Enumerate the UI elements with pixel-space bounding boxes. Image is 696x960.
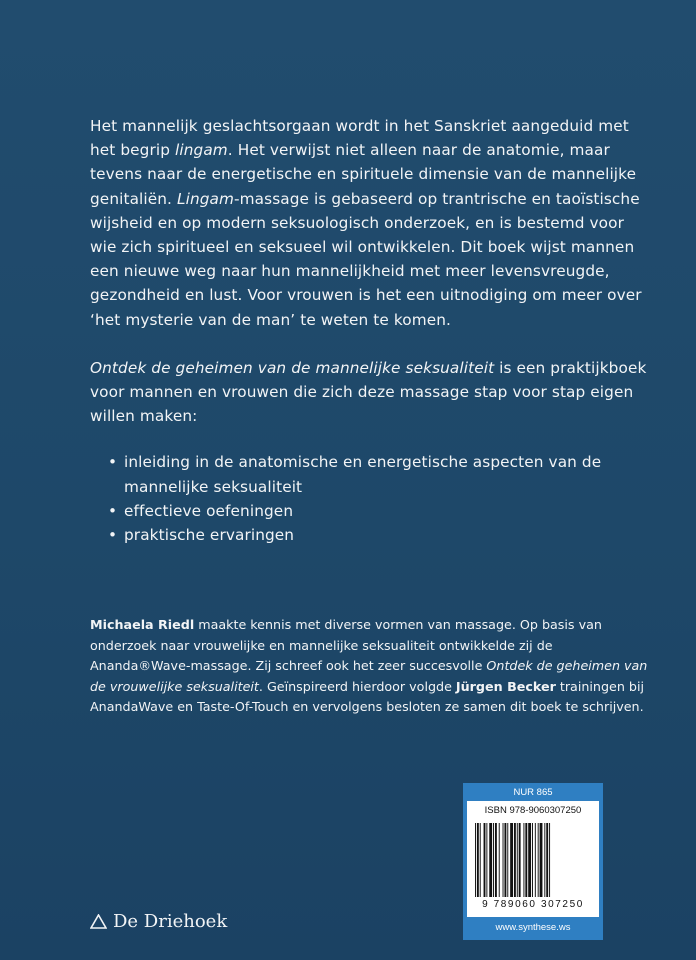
barcode-bar (493, 823, 494, 897)
barcode-bar (480, 823, 481, 897)
bio-text: maakte kennis met diverse vormen van massage. Op basis van onderzoek naar vrouwelijke en mannelijke seksualiteit ontwikkelde zij de Ananda®Wave-massage. Zij schreef ook het zeer succesvolle (90, 617, 602, 674)
author-bio (90, 615, 650, 718)
barcode-bar (523, 823, 524, 897)
barcode-bar (475, 823, 476, 897)
list-item: • inleiding in de anatomische en energetische aspecten van de mannelijke seksualiteit (114, 450, 650, 498)
barcode-bar (507, 823, 508, 897)
barcode-bar (503, 823, 504, 897)
blurb-emphasis: lingam (175, 141, 228, 160)
feature-list (90, 450, 650, 547)
blurb (90, 114, 650, 547)
isbn-label: ISBN 978-9060307250 (484, 805, 582, 816)
barcode-bar (495, 823, 497, 897)
list-item: • effectieve oefeningen (114, 499, 650, 523)
barcode-bar (546, 823, 548, 897)
blurb-paragraph-1 (90, 114, 650, 332)
bio-paragraph (90, 615, 650, 718)
blurb-emphasis: Lingam (176, 189, 235, 208)
barcode-bar (532, 823, 533, 897)
blurb-text: Het mannelijk geslachtsorgaan wordt in het Sanskriet aangeduid met het begrip (90, 117, 629, 160)
barcode-bar (535, 823, 536, 897)
barcode-bar (489, 823, 492, 897)
barcode-digits: 9 789060 307250 (482, 899, 584, 910)
barcode-bar (549, 823, 550, 897)
barcode-bar (514, 823, 516, 897)
website-link[interactable]: www.synthese.ws (495, 922, 571, 933)
barcode-bar (486, 823, 487, 897)
book-title: Ontdek de geheimen van de mannelijke seksualiteit (90, 358, 495, 377)
triangle-icon (90, 914, 107, 929)
barcode-bar (519, 823, 521, 897)
bio-text: . Geïnspireerd hierdoor volgde (258, 678, 456, 694)
barcode-graphic (475, 823, 591, 897)
barcode-bar (484, 823, 486, 897)
bio-text: trainingen bij AnandaWave en Taste-Of-Touch en vervolgens besloten ze samen dit boek te schrijven. (90, 678, 644, 715)
barcode-bar (517, 823, 518, 897)
barcode-bar (499, 823, 500, 897)
author-name: Michaela Riedl (90, 617, 195, 632)
barcode-bar (510, 823, 513, 897)
blurb-paragraph-2 (90, 356, 650, 429)
barcode-bar (538, 823, 539, 897)
blurb-text: -massage is gebaseerd op trantrische en taoïstische wijsheid en op modern seksuologisch onderzoek, en is bestemd voor wie zich spiritueel en seksueel wil ontwikkelen. Dit boek wijst mannen een nieuwe weg naar hun mannelijkheid met meer levensvreugde, gezondheid en lust. Voor vrouwen is het een uitnodiging om meer over ‘het mysterie van de man’ te weten te komen. (90, 189, 642, 329)
author-name: Jürgen Becker (455, 678, 556, 694)
barcode-box (467, 801, 599, 917)
publisher-logo (90, 908, 227, 934)
barcode-bar (540, 823, 543, 897)
book-title: Ontdek de geheimen van de vrouwelijke seksualiteit (90, 658, 648, 694)
blurb-text: is een praktijkboek voor mannen en vrouwen die zich deze massage stap voor stap eigen willen maken: (90, 358, 647, 426)
blurb-text: . Het verwijst niet alleen naar de anatomie, maar tevens naar de energetische en spirituele dimensie van de mannelijke genitaliën. (90, 141, 637, 208)
barcode-bar (544, 823, 545, 897)
barcode-bar (477, 823, 479, 897)
list-item: • praktische ervaringen (114, 523, 650, 547)
barcode-bar (525, 823, 527, 897)
barcode-bar (528, 823, 531, 897)
nur-code: NUR 865 (513, 787, 553, 798)
barcode-bar (504, 823, 506, 897)
barcode-panel (463, 783, 603, 940)
publisher-name: De Driehoek (113, 910, 228, 932)
